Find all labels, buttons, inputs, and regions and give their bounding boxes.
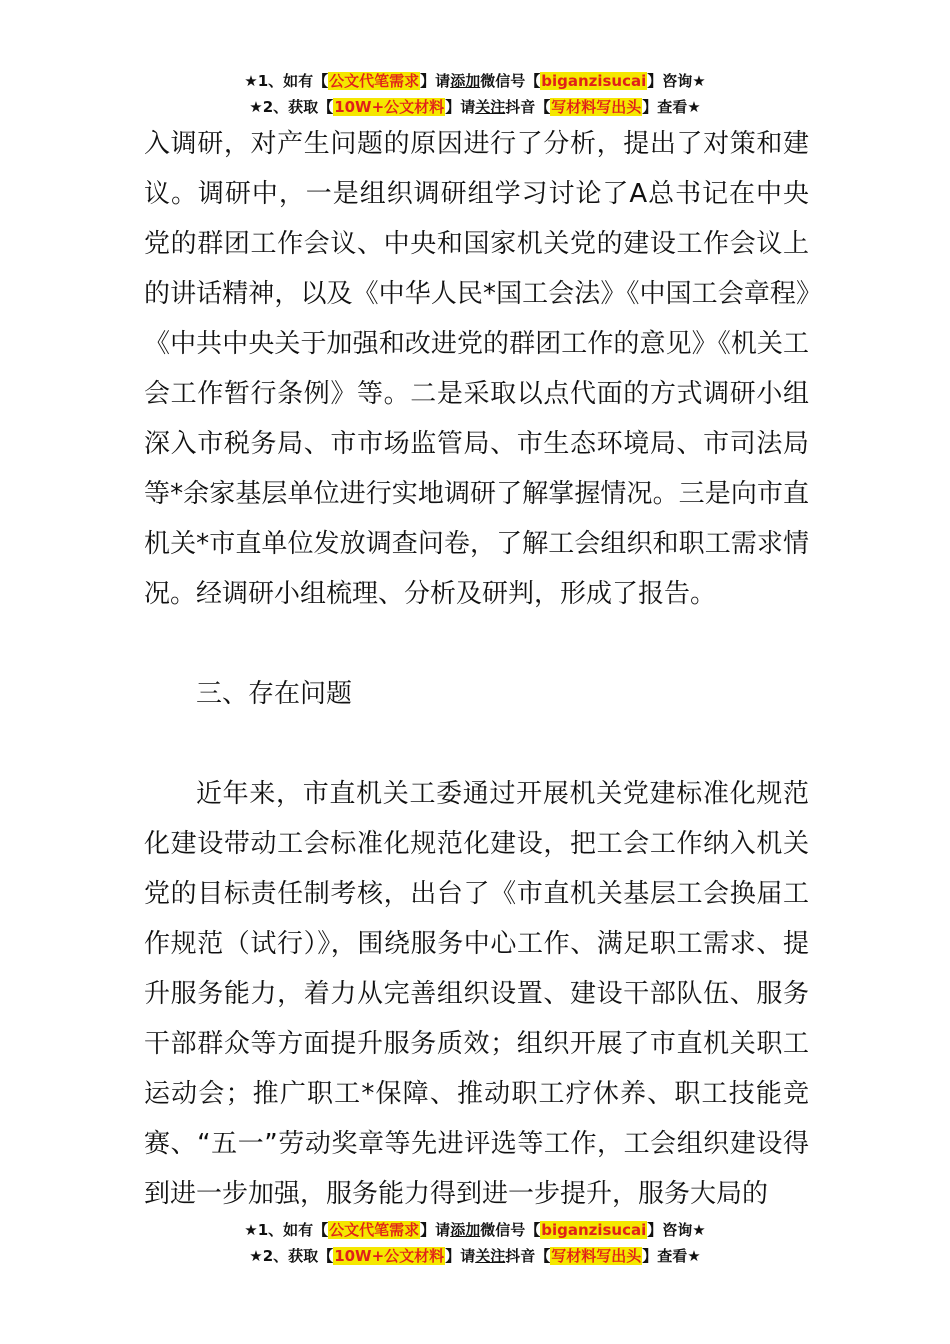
document-body	[144, 119, 809, 1219]
promo-text: ★2、获取【	[249, 98, 334, 116]
promo-text: ★1、如有【	[244, 72, 329, 90]
paragraph-research-method: 入调研，对产生问题的原因进行了分析，提出了对策和建议。调研中，一是组织调研组学习讨论了A总书记在中央党的群团工作会议、中央和国家机关党的建设工作会议上的讲话精神，以及《中华人民*国工会法》《中国工会章程》《中共中央关于加强和改进党的群团工作的意见》《机关工会工作暂行条例》等。二是采取以点代面的方式调研小组深入市税务局、市市场监管局、市生态环境局、市司法局等*余家基层单位进行实地调研了解掌握情况。三是向市直机关*市直单位发放调查问卷，了解工会组织和职工需求情况。经调研小组梳理、分析及研判，形成了报告。	[144, 129, 809, 609]
promo-text: 】请	[420, 1221, 451, 1239]
promo-underline-add: 添加	[450, 1221, 481, 1239]
promo-line-1	[0, 1217, 950, 1243]
promo-underline-follow: 关注	[475, 98, 506, 116]
promo-text: 抖音【	[505, 1247, 551, 1265]
promo-text: 】查看★	[642, 98, 701, 116]
promo-text: 微信号【	[480, 72, 541, 90]
promo-text: 】咨询★	[647, 1221, 706, 1239]
promo-text: 】请	[445, 98, 476, 116]
paragraph-recent-years: 近年来，市直机关工委通过开展机关党建标准化规范化建设带动工会标准化规范化建设，把工会工作纳入机关党的目标责任制考核，出台了《市直机关基层工会换届工作规范（试行）》，围绕服务中心工作、满足职工需求、提升服务能力，着力从完善组织设置、建设干部队伍、服务干部群众等方面提升服务质效；组织开展了市直机关职工运动会；推广职工*保障、推动职工疗休养、职工技能竞赛、“五一”劳动奖章等先进评选等工作，工会组织建设得到进一步加强，服务能力得到进一步提升，服务大局的	[144, 779, 809, 1209]
promo-highlight-materials: 10W+公文材料	[334, 98, 445, 116]
promo-underline-add: 添加	[450, 72, 481, 90]
promo-underline-follow: 关注	[475, 1247, 506, 1265]
promo-text: 】咨询★	[647, 72, 706, 90]
promo-text: ★1、如有【	[244, 1221, 329, 1239]
promo-text: 微信号【	[480, 1221, 541, 1239]
promo-text: 】查看★	[642, 1247, 701, 1265]
promo-text: ★2、获取【	[249, 1247, 334, 1265]
promo-highlight-douyin: 写材料写出头	[551, 98, 642, 116]
promo-text: 】请	[420, 72, 451, 90]
promo-line-2	[0, 94, 950, 120]
promo-highlight-wechat-id: biganzisucai	[541, 1221, 647, 1239]
promo-line-1	[0, 68, 950, 94]
bottom-promo-banner	[0, 1217, 950, 1269]
promo-highlight-materials: 10W+公文材料	[334, 1247, 445, 1265]
promo-highlight-douyin: 写材料写出头	[551, 1247, 642, 1265]
promo-text: 抖音【	[505, 98, 551, 116]
promo-highlight-wechat-id: biganzisucai	[541, 72, 647, 90]
section-heading-problems: 三、存在问题	[196, 679, 353, 709]
promo-text: 】请	[445, 1247, 476, 1265]
promo-highlight-service: 公文代笔需求	[329, 1221, 420, 1239]
promo-line-2	[0, 1243, 950, 1269]
top-promo-banner	[0, 68, 950, 120]
promo-highlight-service: 公文代笔需求	[329, 72, 420, 90]
